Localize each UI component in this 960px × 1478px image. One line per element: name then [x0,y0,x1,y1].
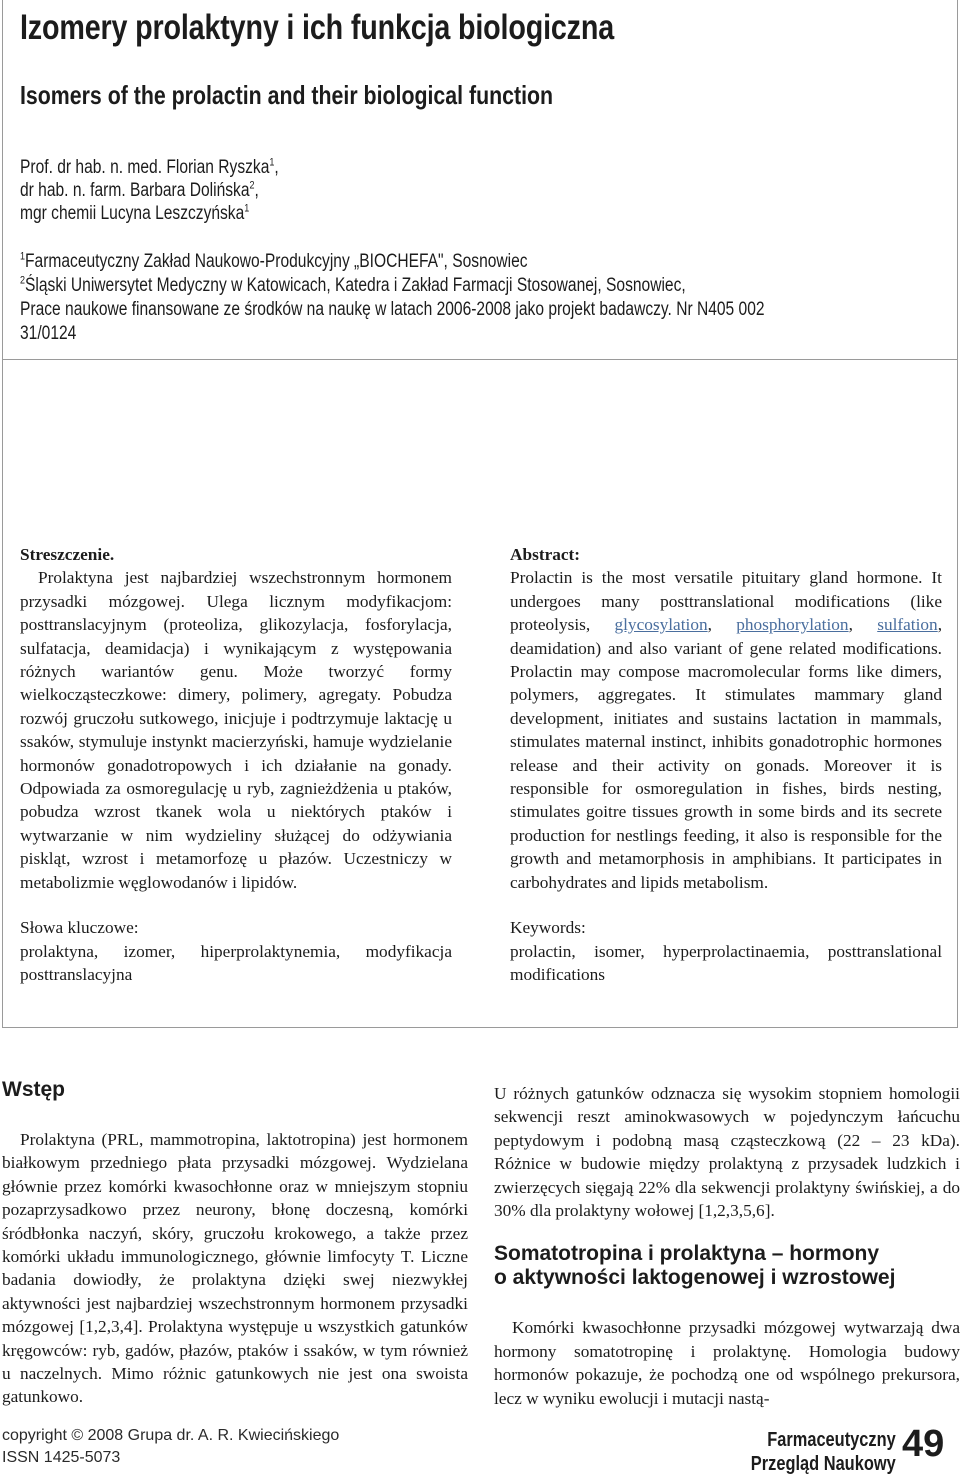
author-3: mgr chemii Lucyna Leszczyńska [20,203,245,224]
copyright-text: copyright © 2008 Grupa dr. A. R. Kwiecińskiego [2,1427,340,1444]
article-title-polish: Izomery prolaktyny i ich funkcja biologiczna [20,8,615,47]
link-glycosylation[interactable]: glycosylation [614,615,708,635]
homology-paragraph: U różnych gatunków odznacza się wysokim stopniem homologii sekwencji reszt aminokwasowych w pojedynczym łańcuchu peptydowym i podobną masą cząsteczkową (22 – 23 kDa). Różnice w budowie między prolaktyną z przysadek ludzkich i zwierzęcych sięgają 22% dla sekwencji prolaktyny świńskiej, a do 30% dla prolaktyny wołowej [1,2,3,5,6]. [494,1084,960,1221]
abstract-polish-text: Prolaktyna jest najbardziej wszechstronnym hormonem przysadki mózgowej. Ulega licznym modyfikacjom: posttranslacyjnym (proteoliza, glikozylacja, fosforylacja, sulfatacja, deamidacja) i wynikającym z występowania różnych wariantów genu. Może tworzyć formy wielkocząsteczkowe: dimery, polimery, agregaty. Pobudza rozwój gruczołu sutkowego, inicjuje i podtrzymuje laktację u ssaków, stymuluje instynkt macierzyński, hamuje wydzielanie hormonów gonadotropowych i ich działanie na gonady. Odpowiada za osmoregulację u ryb, zagnieżdżenia u ptaków, pobudza wzrost tkanek wola u niektórych ptaków i wytwarzanie w nim wydzieliny służącej do odżywiania piskląt, wzrost i metamorfozę u płazów. Uczestniczy w metabolizmie węglowodanów i lipidów. [20,568,452,892]
affiliation-2: Śląski Uniwersytet Medyczny w Katowicach, Katedra i Zakład Farmacji Stosowanej, Sosnowiec, [25,275,686,296]
abstract-polish [20,543,452,986]
article-title-english: Isomers of the prolactin and their biological function [20,80,554,110]
affiliations: $^1$Farmaceutyczny Zakład Naukowo-Produkcyjny „BIOCHEFA", Sosnowiec $^2$Śląski Uniwersytet Medyczny w Katowicach, Katedra i Zakład Farmacji Stosowanej, Sosnowiec, Prace naukowe finansowane ze środków na naukę w latach 2006-2008 jako projekt badawczy. Nr N405 002 31/0124 [20,250,765,344]
author-list: Prof. dr hab. n. med. Florian Ryszka$^1$, dr hab. n. farm. Barbara Dolińska$^2$, mgr chemii Lucyna Leszczyńska$^1$ [20,156,279,224]
keywords-english: prolactin, isomer, hyperprolactinaemia, posttranslational modifications [510,941,942,984]
author-2-affiliation: 2 [249,179,255,192]
abstract-polish-heading: Streszczenie. [20,545,115,564]
keywords-polish-label: Słowa kluczowe: [20,918,139,938]
journal-name: Farmaceutyczny Przegląd Naukowy [751,1429,896,1475]
author-3-affiliation: 1 [244,202,250,215]
abstract-english [510,543,942,986]
link-phosphorylation[interactable]: phosphorylation [736,615,849,635]
issn-text: ISSN 1425-5073 [2,1449,121,1466]
somatotropin-paragraph: Komórki kwasochłonne przysadki mózgowej wytwarzają dwa hormony somatotropinę i prolaktynę. Homologia budowy hormonów pokazuje, że pochodzą one od wspólnego prekursora, lecz w wyniku ewolucji i mutacji nastą- [494,1318,960,1408]
funding-note-line-1: Prace naukowe finansowane ze środków na naukę w latach 2006-2008 jako projekt badawczy. Nr N405 002 [20,299,765,320]
abstract-english-heading: Abstract: [510,545,581,564]
affiliation-1: Farmaceutyczny Zakład Naukowo-Produkcyjny „BIOCHEFA", Sosnowiec [25,251,528,272]
abstract-english-text: Prolactin is the most versatile pituitary gland hormone. It undergoes many posttranslational modifications (like proteolysis, glycosylation, phosphorylation, sulfation, deamidation) and also variant of gene related modifications. Prolactin may compose macromolecular forms like dimers, polymers, aggregates. It stimulates mammary gland development, initiates and sustains lactation in mammals, stimulates maternal instinct, inhibits gonadotrophic hormones release and their activity on gonads. Moreover it is responsible for osmoregulation in fishes, birds nesting, stimulates goitre tissues growth in some birds and its secrete production for nestlings feeding, it also is responsible for the growth and metamorphosis in amphibians. It participates in carbohydrates and lipids metabolism. [510,568,943,892]
author-1-affiliation: 1 [269,156,275,169]
keywords-polish: prolaktyna, izomer, hiperprolaktynemia, modyfikacja posttranslacyjna [20,941,452,984]
author-1: Prof. dr hab. n. med. Florian Ryszka [20,157,270,178]
author-2: dr hab. n. farm. Barbara Dolińska [20,180,250,201]
section-heading-somatotropin: Somatotropina i prolaktyna – hormony o aktywności laktogenowej i wzrostowej [494,1242,896,1290]
intro-column [2,1078,468,1409]
funding-note-line-2: 31/0124 [20,323,77,344]
intro-paragraph: Prolaktyna (PRL, mammotropina, laktotropina) jest hormonem białkowym przedniego płata przysadki mózgowej. Wydzielana głównie przez komórki kwasochłonne oraz w mniejszym stopniu pozaprzysadkowo przez neurony, błonę doczesną, komórki śródbłonka naczyń, skóry, gruczołu krokowego, a także przez komórki układu immunologicznego, głównie limfocyty T. Liczne badania dowiodły, że prolaktyna dzięki swej niezwykłej aktywności jest najbardziej wszechstronnym hormonem przysadki mózgowej [1,2,3,4]. Prolaktyna występuje u wszystkich gatunków kręgowców: ryb, gadów, płazów, ptaków i ssaków, w tym również u naczelnych. Mimo różnic gatunkowych nie jest ona swoista gatunkowo. [2,1130,468,1407]
page-number: 49 [902,1423,945,1465]
link-sulfation[interactable]: sulfation [877,615,938,635]
right-column [494,1082,960,1410]
intro-heading: Wstęp [2,1078,65,1101]
footer-copyright [2,1425,339,1469]
keywords-english-label: Keywords: [510,918,586,938]
